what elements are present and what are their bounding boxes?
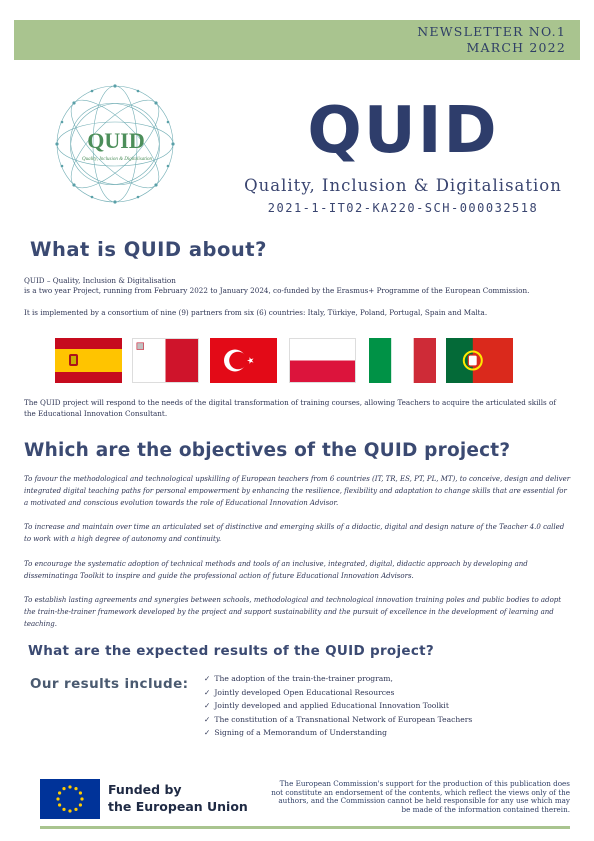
check-icon: ✓ <box>204 714 211 724</box>
consortium-text: It is implemented by a consortium of nine (9) partners from six (6) countries: Italy, Türkiye, Poland, Portugal, Spain and Malta. <box>24 308 488 317</box>
list-item <box>204 726 472 740</box>
main-subtitle: Quality, Inclusion & Digitalisation <box>244 176 562 195</box>
intro-line-title: QUID – Quality, Inclusion & Digitalisation <box>24 276 176 285</box>
poland-flag <box>289 338 356 383</box>
section-heading-about: What is QUID about? <box>30 238 267 261</box>
check-icon: ✓ <box>204 728 211 737</box>
malta-flag <box>132 338 199 383</box>
newsletter-label: NEWSLETTER NO.1 <box>417 24 566 39</box>
list-item <box>204 686 472 700</box>
list-item <box>204 713 472 727</box>
check-icon: ✓ <box>204 701 211 710</box>
logo-tagline: Quality, Inclusion & Digitalisation <box>82 157 152 162</box>
project-description: The QUID project will respond to the needs of the digital transformation of training courses, allowing Teachers to acquire the articulated skills of the Educational Innovation Consultant. <box>24 398 556 418</box>
eu-flag-icon <box>40 779 100 819</box>
objective-item: To favour the methodological and technological upskilling of European teachers from 6 countries (IT, TR, ES, PT, PL, MT), to conceive, design and deliver integrated digital teaching paths for personal empowerment by enhancing the resilience, flexibility and adaptation to change skills that are essential for a motivated and conscious evolution towards the role of Educational Innovation Advisor. <box>24 475 571 507</box>
check-icon: ✓ <box>204 674 211 683</box>
check-icon: ✓ <box>204 687 211 697</box>
footer-divider <box>40 826 570 829</box>
eu-disclaimer: The European Commission's support for the production of this publication does not constitute an endorsement of the contents, which reflect the views only of the authors, and the Commission cannot be held responsible for any use which may be made of the information contained therein. <box>271 779 570 814</box>
objective-item: To encourage the systematic adoption of technical methods and tools of an inclusive, integrated, digital, didactic approach by developing and disseminatinga Toolkit to inspire and guide the professional action of future Educational Innovation Advisors. <box>24 560 528 580</box>
project-code: 2021-1-IT02-KA220-SCH-000032518 <box>267 201 539 215</box>
result-text: Jointly developed Open Educational Resources <box>214 687 395 697</box>
spain-flag <box>55 338 122 383</box>
result-text: The adoption of the train-the-trainer program, <box>214 674 393 683</box>
italy-flag <box>369 338 436 383</box>
results-label: Our results include: <box>30 676 189 692</box>
logo-name: QUID <box>87 128 145 153</box>
section-heading-results: What are the expected results of the QUID project? <box>28 643 435 659</box>
portugal-flag <box>446 338 513 383</box>
intro-line-duration: is a two year Project, running from February 2022 to January 2024, co-funded by the Erasmus+ Programme of the European Commission. <box>24 286 530 295</box>
results-list <box>204 672 472 740</box>
funded-by-eu-text: the European Union <box>108 799 248 814</box>
result-text: Jointly developed and applied Educational Innovation Toolkit <box>214 701 449 710</box>
issue-date: MARCH 2022 <box>466 40 566 55</box>
main-title: QUID <box>307 94 499 168</box>
objective-item: To establish lasting agreements and synergies between schools, methodological and technological innovation training poles and public bodies to adopt the train-the-trainer framework developed by the project and support sustainability and the pursuit of excellence in the development of learning and teaching. <box>24 596 562 628</box>
funded-by-text: Funded by <box>108 782 182 797</box>
list-item <box>204 672 472 686</box>
section-heading-objectives: Which are the objectives of the QUID project? <box>24 440 511 461</box>
intro-text <box>24 276 584 296</box>
result-text: The constitution of a Transnational Network of European Teachers <box>214 714 473 724</box>
result-text: Signing of a Memorandum of Understanding <box>214 728 388 737</box>
list-item <box>204 699 472 713</box>
objective-item: To increase and maintain over time an articulated set of distinctive and emerging skills of a didactic, digital and design nature of the Teacher 4.0 called to work with a high degree of autonomy and continuity. <box>24 523 565 543</box>
turkey-flag <box>210 338 277 383</box>
